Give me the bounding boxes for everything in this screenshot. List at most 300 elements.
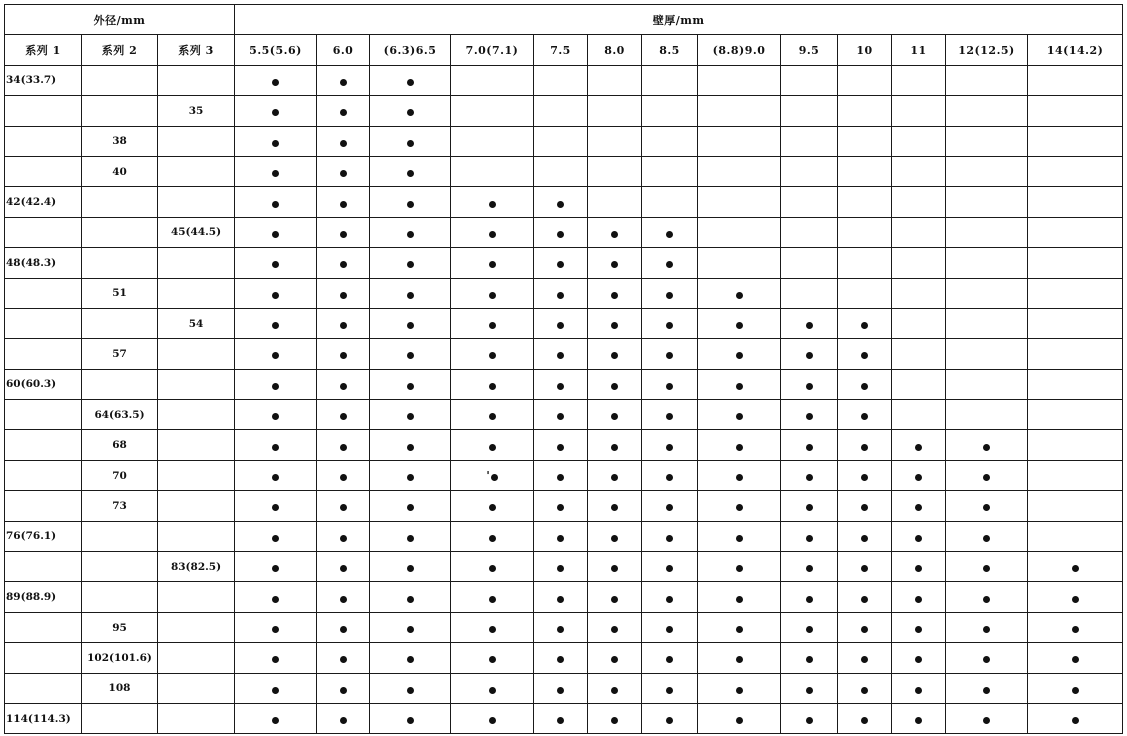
thickness-cell <box>534 673 588 703</box>
table-row <box>5 65 1123 95</box>
series-1-cell: 60(60.3) <box>5 369 82 399</box>
available-dot-icon <box>340 109 347 116</box>
available-dot-icon <box>861 474 868 481</box>
thickness-cell <box>642 460 698 490</box>
available-dot-icon <box>666 565 673 572</box>
available-dot-icon <box>491 474 498 481</box>
thickness-cell <box>698 248 781 278</box>
series-2-header: 系列 2 <box>82 35 158 65</box>
thickness-cell <box>781 643 838 673</box>
series-2-cell: 70 <box>82 460 158 490</box>
series-1-cell <box>5 308 82 338</box>
available-dot-icon <box>915 565 922 572</box>
thickness-cell <box>235 430 317 460</box>
available-dot-icon <box>557 444 564 451</box>
available-dot-icon <box>272 413 279 420</box>
thickness-cell <box>838 369 892 399</box>
thickness-cell <box>892 430 946 460</box>
table-row <box>5 552 1123 582</box>
available-dot-icon <box>806 717 813 724</box>
series-3-cell: 45(44.5) <box>158 217 235 247</box>
thickness-cell <box>1028 156 1123 186</box>
thickness-cell <box>698 369 781 399</box>
available-dot-icon <box>915 656 922 663</box>
available-dot-icon <box>666 292 673 299</box>
available-dot-icon <box>736 504 743 511</box>
available-dot-icon <box>611 261 618 268</box>
thickness-cell <box>588 703 642 733</box>
series-2-cell <box>82 96 158 126</box>
available-dot-icon <box>340 656 347 663</box>
thickness-cell <box>235 65 317 95</box>
available-dot-icon <box>806 504 813 511</box>
available-dot-icon <box>915 687 922 694</box>
thickness-cell <box>451 643 534 673</box>
thickness-cell <box>892 369 946 399</box>
thickness-cell <box>370 430 451 460</box>
available-dot-icon <box>611 504 618 511</box>
available-dot-icon <box>489 535 496 542</box>
thickness-header: (6.3)6.5 <box>370 35 451 65</box>
series-2-cell <box>82 369 158 399</box>
thickness-cell <box>235 248 317 278</box>
available-dot-icon <box>611 444 618 451</box>
series-3-cell <box>158 369 235 399</box>
thickness-cell <box>534 582 588 612</box>
available-dot-icon <box>557 565 564 572</box>
thickness-cell <box>892 126 946 156</box>
thickness-cell <box>370 187 451 217</box>
thickness-cell <box>235 552 317 582</box>
series-3-cell <box>158 643 235 673</box>
thickness-cell <box>317 491 370 521</box>
thickness-cell <box>1028 126 1123 156</box>
thickness-cell <box>642 65 698 95</box>
available-dot-icon <box>983 535 990 542</box>
available-dot-icon <box>861 717 868 724</box>
thickness-cell <box>370 521 451 551</box>
available-dot-icon <box>407 656 414 663</box>
available-dot-icon <box>272 717 279 724</box>
thickness-cell <box>642 126 698 156</box>
series-1-cell: 114(114.3) <box>5 703 82 733</box>
available-dot-icon <box>272 687 279 694</box>
available-dot-icon <box>407 717 414 724</box>
thickness-cell <box>781 187 838 217</box>
thickness-cell <box>838 308 892 338</box>
thickness-cell <box>588 460 642 490</box>
thickness-cell <box>235 369 317 399</box>
series-1-cell <box>5 673 82 703</box>
available-dot-icon <box>489 504 496 511</box>
thickness-cell <box>781 460 838 490</box>
available-dot-icon <box>407 261 414 268</box>
series-3-cell <box>158 400 235 430</box>
thickness-cell <box>235 703 317 733</box>
series-1-cell <box>5 278 82 308</box>
thickness-cell <box>451 278 534 308</box>
available-dot-icon <box>915 474 922 481</box>
series-3-header: 系列 3 <box>158 35 235 65</box>
thickness-cell <box>1028 187 1123 217</box>
thickness-cell <box>534 460 588 490</box>
available-dot-icon <box>272 656 279 663</box>
available-dot-icon <box>489 201 496 208</box>
available-dot-icon <box>861 687 868 694</box>
available-dot-icon <box>983 504 990 511</box>
thickness-cell <box>698 187 781 217</box>
thickness-cell <box>534 126 588 156</box>
thickness-cell <box>642 430 698 460</box>
available-dot-icon <box>557 596 564 603</box>
thickness-cell <box>781 96 838 126</box>
table-row <box>5 217 1123 247</box>
thickness-cell <box>838 430 892 460</box>
thickness-cell <box>892 643 946 673</box>
available-dot-icon <box>340 79 347 86</box>
thickness-cell <box>642 369 698 399</box>
thickness-header: 8.5 <box>642 35 698 65</box>
thickness-cell <box>892 308 946 338</box>
available-dot-icon <box>915 444 922 451</box>
available-dot-icon <box>557 383 564 390</box>
thickness-cell <box>781 582 838 612</box>
thickness-cell <box>642 582 698 612</box>
series-3-cell <box>158 339 235 369</box>
available-dot-icon <box>407 201 414 208</box>
thickness-cell <box>235 187 317 217</box>
series-2-cell: 68 <box>82 430 158 460</box>
series-3-cell: 83(82.5) <box>158 552 235 582</box>
available-dot-icon <box>983 565 990 572</box>
series-3-cell <box>158 521 235 551</box>
available-dot-icon <box>340 626 347 633</box>
table-row <box>5 248 1123 278</box>
series-2-cell <box>82 217 158 247</box>
thickness-cell <box>534 156 588 186</box>
thickness-cell <box>946 369 1028 399</box>
series-3-cell <box>158 278 235 308</box>
available-dot-icon <box>340 322 347 329</box>
thickness-cell <box>317 460 370 490</box>
available-dot-icon <box>806 322 813 329</box>
available-dot-icon <box>557 231 564 238</box>
tick-mark: ' <box>486 469 490 483</box>
series-3-cell <box>158 673 235 703</box>
thickness-cell <box>1028 612 1123 642</box>
thickness-cell <box>892 582 946 612</box>
thickness-cell <box>698 65 781 95</box>
thickness-cell <box>781 521 838 551</box>
thickness-cell <box>698 582 781 612</box>
thickness-cell <box>370 400 451 430</box>
available-dot-icon <box>806 383 813 390</box>
thickness-cell <box>588 369 642 399</box>
thickness-cell <box>451 430 534 460</box>
thickness-cell <box>451 369 534 399</box>
series-3-cell <box>158 248 235 278</box>
thickness-cell <box>451 521 534 551</box>
thickness-cell <box>1028 673 1123 703</box>
thickness-cell <box>838 248 892 278</box>
thickness-cell <box>317 612 370 642</box>
thickness-cell <box>698 612 781 642</box>
available-dot-icon <box>611 596 618 603</box>
available-dot-icon <box>407 474 414 481</box>
series-2-cell: 57 <box>82 339 158 369</box>
series-1-cell <box>5 126 82 156</box>
thickness-cell <box>838 460 892 490</box>
available-dot-icon <box>407 292 414 299</box>
available-dot-icon <box>272 79 279 86</box>
available-dot-icon <box>340 383 347 390</box>
thickness-cell <box>534 491 588 521</box>
thickness-cell <box>534 612 588 642</box>
thickness-cell <box>235 96 317 126</box>
available-dot-icon <box>489 687 496 694</box>
thickness-cell <box>781 703 838 733</box>
available-dot-icon <box>861 596 868 603</box>
available-dot-icon <box>736 383 743 390</box>
series-2-cell <box>82 521 158 551</box>
thickness-cell <box>946 552 1028 582</box>
thickness-cell <box>534 643 588 673</box>
available-dot-icon <box>272 383 279 390</box>
series-1-cell: 89(88.9) <box>5 582 82 612</box>
series-3-cell: 54 <box>158 308 235 338</box>
available-dot-icon <box>557 535 564 542</box>
available-dot-icon <box>557 413 564 420</box>
available-dot-icon <box>611 322 618 329</box>
available-dot-icon <box>489 261 496 268</box>
available-dot-icon <box>340 413 347 420</box>
available-dot-icon <box>340 717 347 724</box>
thickness-cell <box>317 369 370 399</box>
available-dot-icon <box>557 717 564 724</box>
available-dot-icon <box>407 687 414 694</box>
thickness-cell <box>946 156 1028 186</box>
thickness-cell <box>838 156 892 186</box>
thickness-cell <box>781 369 838 399</box>
thickness-cell <box>370 96 451 126</box>
thickness-cell <box>781 278 838 308</box>
thickness-cell <box>838 187 892 217</box>
thickness-cell <box>534 369 588 399</box>
thickness-cell <box>588 673 642 703</box>
table-row <box>5 156 1123 186</box>
available-dot-icon <box>340 504 347 511</box>
available-dot-icon <box>806 444 813 451</box>
thickness-cell <box>892 491 946 521</box>
series-3-cell <box>158 460 235 490</box>
available-dot-icon <box>736 596 743 603</box>
thickness-cell <box>588 582 642 612</box>
thickness-cell <box>317 400 370 430</box>
thickness-cell <box>235 126 317 156</box>
thickness-cell <box>235 156 317 186</box>
available-dot-icon <box>915 535 922 542</box>
available-dot-icon <box>489 413 496 420</box>
thickness-cell <box>946 612 1028 642</box>
thickness-cell <box>317 156 370 186</box>
thickness-cell <box>451 339 534 369</box>
available-dot-icon <box>272 261 279 268</box>
thickness-cell <box>451 673 534 703</box>
table-row <box>5 308 1123 338</box>
thickness-cell <box>370 278 451 308</box>
thickness-cell <box>317 308 370 338</box>
thickness-cell <box>588 217 642 247</box>
thickness-cell <box>451 217 534 247</box>
table-row <box>5 430 1123 460</box>
outer-diameter-header: 外径/mm <box>5 5 235 35</box>
available-dot-icon <box>861 656 868 663</box>
available-dot-icon <box>407 170 414 177</box>
available-dot-icon <box>272 292 279 299</box>
series-2-cell: 95 <box>82 612 158 642</box>
series-2-cell <box>82 248 158 278</box>
thickness-cell <box>317 278 370 308</box>
available-dot-icon <box>557 656 564 663</box>
available-dot-icon <box>666 413 673 420</box>
table-row <box>5 673 1123 703</box>
thickness-cell <box>317 673 370 703</box>
thickness-cell <box>781 339 838 369</box>
thickness-cell <box>451 491 534 521</box>
table-row <box>5 278 1123 308</box>
thickness-cell <box>451 552 534 582</box>
available-dot-icon <box>736 474 743 481</box>
thickness-cell <box>892 96 946 126</box>
thickness-cell <box>1028 460 1123 490</box>
thickness-cell <box>838 96 892 126</box>
available-dot-icon <box>806 565 813 572</box>
thickness-cell <box>892 248 946 278</box>
available-dot-icon <box>489 626 496 633</box>
thickness-cell <box>1028 308 1123 338</box>
thickness-cell <box>946 400 1028 430</box>
thickness-cell <box>235 308 317 338</box>
available-dot-icon <box>272 565 279 572</box>
thickness-header: 6.0 <box>317 35 370 65</box>
available-dot-icon <box>983 596 990 603</box>
thickness-cell <box>370 460 451 490</box>
thickness-header: 5.5(5.6) <box>235 35 317 65</box>
thickness-cell <box>642 521 698 551</box>
table-row <box>5 612 1123 642</box>
thickness-cell <box>642 339 698 369</box>
thickness-cell <box>235 612 317 642</box>
available-dot-icon <box>272 140 279 147</box>
series-2-cell <box>82 187 158 217</box>
thickness-cell <box>838 703 892 733</box>
thickness-cell <box>892 65 946 95</box>
thickness-cell <box>838 65 892 95</box>
available-dot-icon <box>861 565 868 572</box>
available-dot-icon <box>806 535 813 542</box>
thickness-cell <box>317 582 370 612</box>
thickness-cell <box>370 126 451 156</box>
available-dot-icon <box>983 474 990 481</box>
available-dot-icon <box>611 626 618 633</box>
available-dot-icon <box>861 535 868 542</box>
series-1-cell: 76(76.1) <box>5 521 82 551</box>
thickness-cell <box>588 643 642 673</box>
available-dot-icon <box>861 504 868 511</box>
available-dot-icon <box>983 626 990 633</box>
thickness-cell <box>370 156 451 186</box>
available-dot-icon <box>861 322 868 329</box>
available-dot-icon <box>1072 596 1079 603</box>
available-dot-icon <box>272 504 279 511</box>
available-dot-icon <box>272 535 279 542</box>
thickness-cell <box>370 491 451 521</box>
thickness-cell <box>534 65 588 95</box>
available-dot-icon <box>666 383 673 390</box>
available-dot-icon <box>340 292 347 299</box>
table-row <box>5 339 1123 369</box>
thickness-cell <box>534 339 588 369</box>
thickness-cell <box>892 187 946 217</box>
thickness-cell <box>317 552 370 582</box>
thickness-cell <box>317 521 370 551</box>
thickness-cell <box>838 582 892 612</box>
available-dot-icon <box>611 231 618 238</box>
thickness-cell <box>642 308 698 338</box>
thickness-cell <box>698 460 781 490</box>
thickness-header: 11 <box>892 35 946 65</box>
thickness-header: 8.0 <box>588 35 642 65</box>
thickness-cell <box>946 430 1028 460</box>
thickness-cell <box>698 217 781 247</box>
available-dot-icon <box>983 687 990 694</box>
thickness-cell <box>838 673 892 703</box>
available-dot-icon <box>806 352 813 359</box>
thickness-header: 7.0(7.1) <box>451 35 534 65</box>
thickness-cell <box>892 400 946 430</box>
thickness-cell <box>838 521 892 551</box>
thickness-cell <box>946 96 1028 126</box>
thickness-cell <box>235 278 317 308</box>
thickness-cell <box>946 582 1028 612</box>
available-dot-icon <box>666 322 673 329</box>
available-dot-icon <box>340 170 347 177</box>
available-dot-icon <box>340 687 347 694</box>
table-row <box>5 400 1123 430</box>
series-3-cell <box>158 65 235 95</box>
table-row <box>5 126 1123 156</box>
thickness-cell <box>838 339 892 369</box>
thickness-cell <box>1028 96 1123 126</box>
thickness-cell <box>892 612 946 642</box>
thickness-cell <box>642 673 698 703</box>
thickness-cell <box>838 643 892 673</box>
available-dot-icon <box>557 261 564 268</box>
available-dot-icon <box>736 292 743 299</box>
series-2-cell: 64(63.5) <box>82 400 158 430</box>
thickness-cell <box>892 552 946 582</box>
thickness-cell <box>317 643 370 673</box>
series-1-cell <box>5 491 82 521</box>
available-dot-icon <box>407 79 414 86</box>
thickness-cell <box>946 187 1028 217</box>
thickness-cell <box>1028 278 1123 308</box>
thickness-cell <box>946 65 1028 95</box>
thickness-cell <box>317 96 370 126</box>
thickness-cell <box>892 339 946 369</box>
available-dot-icon <box>272 231 279 238</box>
series-3-cell: 35 <box>158 96 235 126</box>
